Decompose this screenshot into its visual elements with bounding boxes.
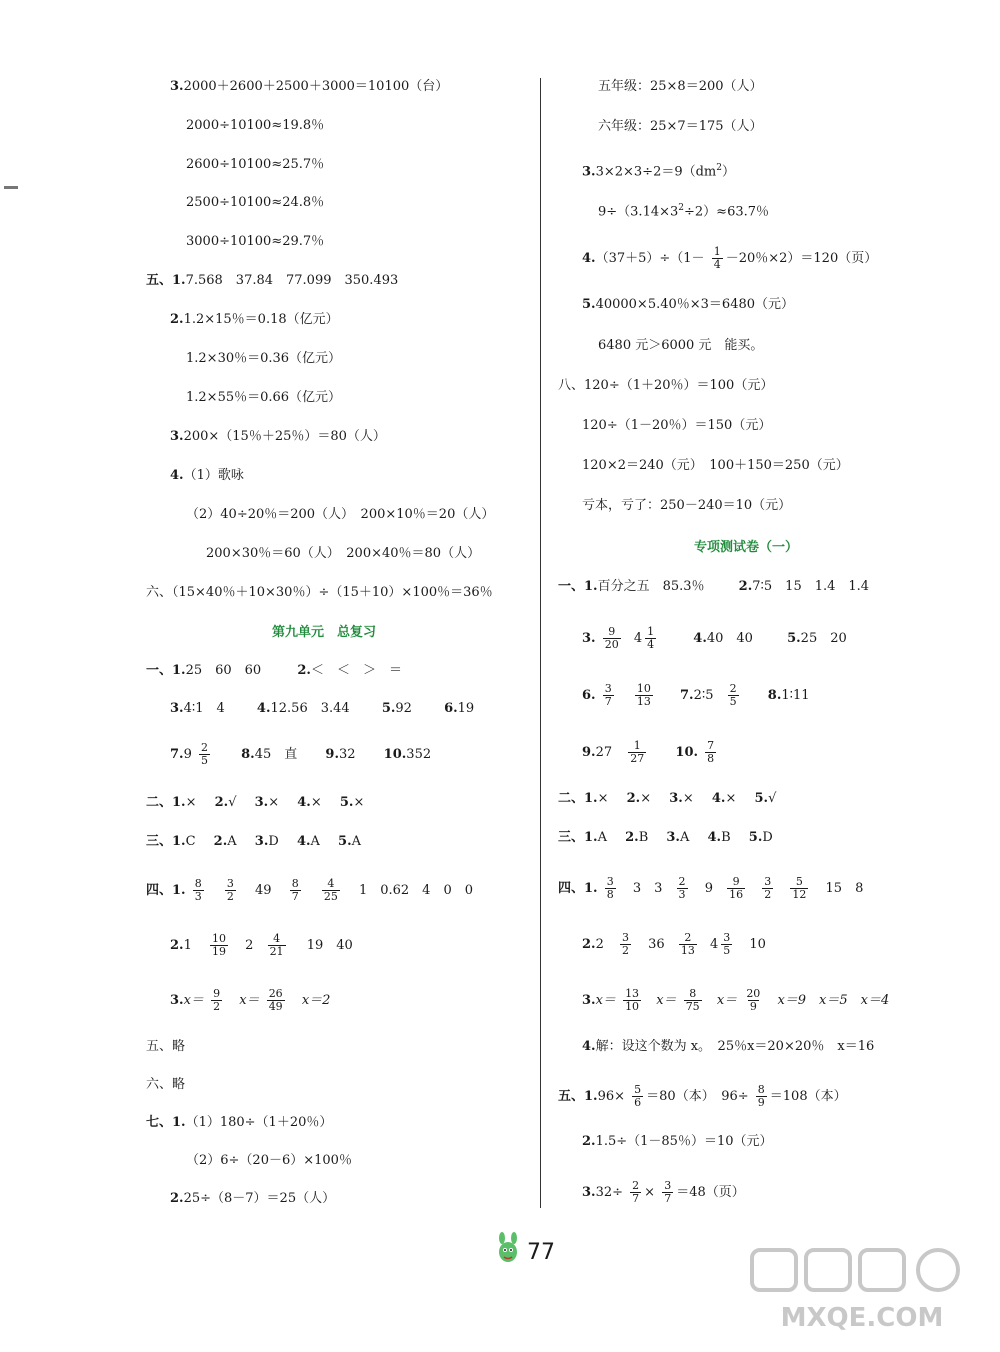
left-s4-line3: 2600÷10100≈25.7％ <box>186 157 325 172</box>
fraction: $\frac{7}{8}$ <box>707 739 715 765</box>
page-number: 77 <box>527 1240 555 1265</box>
fraction: $\frac{2}{3}$ <box>678 875 686 901</box>
fraction: $\frac{3}{2}$ <box>622 931 629 957</box>
fraction: $\frac{26}{49}$ <box>268 987 283 1013</box>
right-top-line7: 6480 元＞6000 元 能买。 <box>598 338 764 353</box>
t4-line4: 4.解：设这个数为 x。 25％x＝20×20％ x＝16 <box>582 1039 875 1054</box>
right-top-line2: 六年级：25×7＝175（人） <box>598 119 763 134</box>
fraction: $\frac{9}{2}$ <box>213 987 221 1013</box>
u3-line: 三、1.C 2.A 3.D 4.A 5.A <box>146 834 362 849</box>
t1-line4: 9.27 $\frac{1}{27}$ 10. $\frac{7}{8}$ <box>582 739 715 765</box>
u1-line3: 7.9 $\frac{2}{5}$ 8.45 直 9.32 10.352 <box>170 741 432 767</box>
left-s5-line7: （2）40÷20％＝200（人） 200×10％＝20（人） <box>186 507 495 522</box>
right-s8-line1: 八、120÷（1＋20％）＝100（元） <box>558 378 774 393</box>
left-s5-line8: 200×30％＝60（人） 200×40％＝80（人） <box>206 546 481 561</box>
u1-line1: 一、1.25 60 60 2.＜ ＜ ＞ ＝ <box>146 663 402 678</box>
left-s4-line1: 3.2000＋2600＋2500＋3000＝10100（台） <box>170 79 449 94</box>
fraction: $\frac{10}{13}$ <box>636 682 651 708</box>
fraction: $\frac{8}{75}$ <box>685 987 700 1013</box>
u5-line: 五、略 <box>146 1039 186 1054</box>
left-s5-line4: 1.2×55％＝0.66（亿元） <box>186 390 342 405</box>
t5-line3: 3.32÷ $\frac{2}{7}$ × $\frac{3}{7}$ ＝48（页） <box>582 1179 745 1205</box>
right-s8-line4: 亏本，亏了：250－240＝10（元） <box>582 498 792 513</box>
left-s5-line3: 1.2×30％＝0.36（亿元） <box>186 351 342 366</box>
fraction: $\frac{9}{20}$ <box>604 625 619 651</box>
fraction: $\frac{3}{7}$ <box>604 682 612 708</box>
fraction: $\frac{8}{9}$ <box>757 1083 765 1109</box>
fraction: $\frac{10}{19}$ <box>212 932 226 958</box>
fraction: $\frac{1}{4}$ <box>647 625 655 651</box>
u1-line2: 3.4∶1 4 4.12.56 3.44 5.92 6.19 <box>170 701 475 716</box>
column-divider <box>540 78 541 1208</box>
fraction: $\frac{2}{7}$ <box>632 1179 640 1205</box>
t4-line1: 四、1. $\frac{3}{8}$ 3 3 $\frac{2}{3}$ 9 $\frac{9}{16}$ $\frac{3}{2}$ $\frac{5}{12}$ 15 8 <box>558 875 864 901</box>
fraction: $\frac{3}{2}$ <box>226 877 234 903</box>
left-s5-line5: 3.200×（15％＋25％）＝80（人） <box>170 429 386 444</box>
unit-title: 第九单元 总复习 <box>272 625 377 640</box>
right-s8-line3: 120×2＝240（元） 100＋150＝250（元） <box>582 458 849 473</box>
left-s4-line2: 2000÷10100≈19.8％ <box>186 118 325 133</box>
t3-line: 三、1.A 2.B 3.A 4.B 5.D <box>558 830 773 845</box>
watermark-logo <box>742 1242 982 1338</box>
u2-line: 二、1.× 2.√ 3.× 4.× 5.× <box>146 795 365 810</box>
u4-line3: 3.x＝ $\frac{9}{2}$ x＝ $\frac{26}{49}$ x＝2 <box>170 987 331 1013</box>
fraction: $\frac{20}{9}$ <box>746 987 761 1013</box>
svg-text:MXQE.COM: MXQE.COM <box>780 1303 944 1333</box>
t5-line1: 五、1.96× $\frac{5}{6}$ ＝80（本） 96÷ $\frac{8}{9}$ ＝108（本） <box>558 1083 847 1109</box>
right-top-line6: 5.40000×5.40％×3＝6480（元） <box>582 297 795 312</box>
left-s4-line5: 3000÷10100≈29.7％ <box>186 234 325 249</box>
u7-line1: 七、1.（1）180÷（1＋20％） <box>146 1115 333 1130</box>
fraction: $\frac{3}{2}$ <box>764 875 772 901</box>
right-s8-line2: 120÷（1－20％）＝150（元） <box>582 418 772 433</box>
t5-line2: 2.1.5÷（1－85％）＝10（元） <box>582 1134 773 1149</box>
fraction: $\frac{4}{21}$ <box>269 932 284 958</box>
left-s5-line1: 五、1.7.568 37.84 77.099 350.493 <box>146 273 399 288</box>
fraction: $\frac{8}{7}$ <box>291 877 299 903</box>
test-title: 专项测试卷（一） <box>694 540 799 555</box>
left-s5-line2: 2.1.2×15％＝0.18（亿元） <box>170 312 339 327</box>
fraction: $\frac{8}{3}$ <box>194 877 202 903</box>
u7-line2: （2）6÷（20－6）×100％ <box>186 1153 352 1168</box>
fraction: $\frac{2}{5}$ <box>201 741 208 767</box>
t2-line: 二、1.× 2.× 3.× 4.× 5.√ <box>558 791 777 806</box>
left-s4-line4: 2500÷10100≈24.8％ <box>186 195 325 210</box>
t4-line3: 3.x＝ $\frac{13}{10}$ x＝ $\frac{8}{75}$ x＝ $\frac{20}{9}$ x＝9 x＝5 x＝4 <box>582 987 890 1013</box>
scan-mark <box>4 186 18 189</box>
fraction: $\frac{4}{25}$ <box>323 877 338 903</box>
t4-line2: 2.2 $\frac{3}{2}$ 36 $\frac{2}{13}$ 4 $\frac{3}{5}$ 10 <box>582 931 766 957</box>
t1-line3: 6. $\frac{3}{7}$ $\frac{10}{13}$ 7.2∶5 $\frac{2}{5}$ 8.1∶11 <box>582 682 810 708</box>
u4-line1: 四、1. $\frac{8}{3}$ $\frac{3}{2}$ 49 $\frac{8}{7}$ $\frac{4}{25}$ 1 0.62 4 0 0 <box>146 877 473 903</box>
fraction: $\frac{13}{10}$ <box>625 987 640 1013</box>
fraction: $\frac{5}{6}$ <box>634 1083 642 1109</box>
right-top-line3: $3.3\times 2\times 3\div 2=9(dm^2)$ <box>582 163 736 180</box>
fraction: $\frac{3}{8}$ <box>606 875 614 901</box>
right-top-line4: $9\div(3.14\times 3^2\div 2)\approx 63.7$％ <box>598 203 770 220</box>
fraction: $\frac{3}{7}$ <box>664 1179 672 1205</box>
u7-line3: 2.25÷（8－7）＝25（人） <box>170 1191 336 1206</box>
fraction: $\frac{5}{12}$ <box>792 875 807 901</box>
fraction: $\frac{3}{5}$ <box>723 931 731 957</box>
left-s5-line6: 4.（1）歌咏 <box>170 468 244 483</box>
right-top-line1: 五年级：25×8＝200（人） <box>598 79 763 94</box>
t1-line1: 一、1.百分之五 85.3％ 2.7∶5 15 1.4 1.4 <box>558 579 870 594</box>
fraction: $\frac{2}{5}$ <box>729 682 737 708</box>
mascot-icon <box>494 1232 522 1266</box>
fraction: $\frac{1}{27}$ <box>630 739 645 765</box>
right-top-line5: 4.（37＋5）÷（1－ $\frac{1}{4}$ －20％×2）＝120（页） <box>582 245 878 271</box>
t1-line2: 3. $\frac{9}{20}$ 4 $\frac{1}{4}$ 4.40 40 5.25 20 <box>582 625 847 651</box>
left-s6-line1: 六、（15×40％＋10×30％）÷（15＋10）×100％＝36％ <box>146 585 493 600</box>
fraction: $\frac{1}{4}$ <box>713 245 721 271</box>
fraction: $\frac{9}{16}$ <box>729 875 744 901</box>
u4-line2: 2.1 $\frac{10}{19}$ 2 $\frac{4}{21}$ 19 40 <box>170 932 353 958</box>
u6-line: 六、略 <box>146 1077 186 1092</box>
fraction: $\frac{2}{13}$ <box>680 931 695 957</box>
